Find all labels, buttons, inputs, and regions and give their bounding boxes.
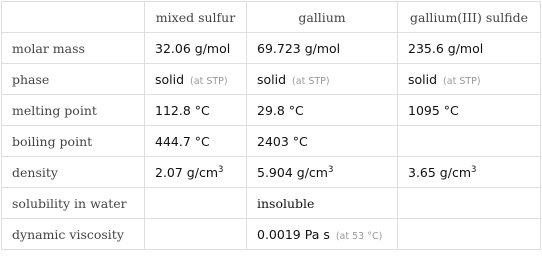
cell-value: solid (at STP) <box>145 64 247 95</box>
cell-value: 32.06 g/mol <box>145 33 247 64</box>
condition-note: (at STP) <box>443 75 481 87</box>
header-row <box>2 2 541 33</box>
table-row <box>2 219 541 250</box>
header-gallium-iii-sulfide: gallium(III) sulfide <box>398 2 541 33</box>
cell-value: 69.723 g/mol <box>247 33 398 64</box>
cell-value: solid (at STP) <box>398 64 541 95</box>
cell-value: solid (at STP) <box>247 64 398 95</box>
cell-value: 3.65 $g/cm^3$ <box>398 157 541 188</box>
table-row <box>2 64 541 95</box>
superscript: 3 <box>218 164 224 175</box>
cell-value: 2403 °C <box>247 126 398 157</box>
header-gallium: gallium <box>247 2 398 33</box>
superscript: 3 <box>327 164 334 175</box>
header-corner <box>2 2 145 33</box>
cell-empty <box>398 219 541 250</box>
cell-empty <box>398 126 541 157</box>
cell-value: 0.0019 Pa s (at 53 °C) <box>247 219 398 250</box>
cell-value: 2.07 $g/cm^3$ <box>145 157 247 188</box>
row-label-solubility-in-water: solubility in water <box>2 188 145 219</box>
cell-empty <box>145 188 247 219</box>
condition-note: (at 53 °C) <box>335 230 383 242</box>
row-label-molar-mass: molar mass <box>2 33 145 64</box>
cell-value: 444.7 °C <box>145 126 247 157</box>
cell-value: 235.6 g/mol <box>398 33 541 64</box>
cell-empty <box>398 188 541 219</box>
table-row <box>2 126 541 157</box>
cell-value: 29.8 °C <box>247 95 398 126</box>
superscript: 3 <box>471 164 477 175</box>
table-row <box>2 188 541 219</box>
condition-note: (at STP) <box>190 75 228 87</box>
properties-table <box>1 1 541 250</box>
header-mixed-sulfur: mixed sulfur <box>145 2 247 33</box>
table-row <box>2 157 541 188</box>
cell-empty <box>145 219 247 250</box>
table-row <box>2 95 541 126</box>
row-label-boiling-point: boiling point <box>2 126 145 157</box>
row-label-phase: phase <box>2 64 145 95</box>
row-label-dynamic-viscosity: dynamic viscosity <box>2 219 145 250</box>
row-label-density: density <box>2 157 145 188</box>
condition-note: (at STP) <box>292 75 330 87</box>
row-label-melting-point: melting point <box>2 95 145 126</box>
table-row <box>2 33 541 64</box>
cell-value: 1095 °C <box>398 95 541 126</box>
cell-value: 112.8 °C <box>145 95 247 126</box>
cell-value: insoluble <box>247 188 398 219</box>
cell-value: 5.904 $g/cm^3$ <box>247 157 398 188</box>
